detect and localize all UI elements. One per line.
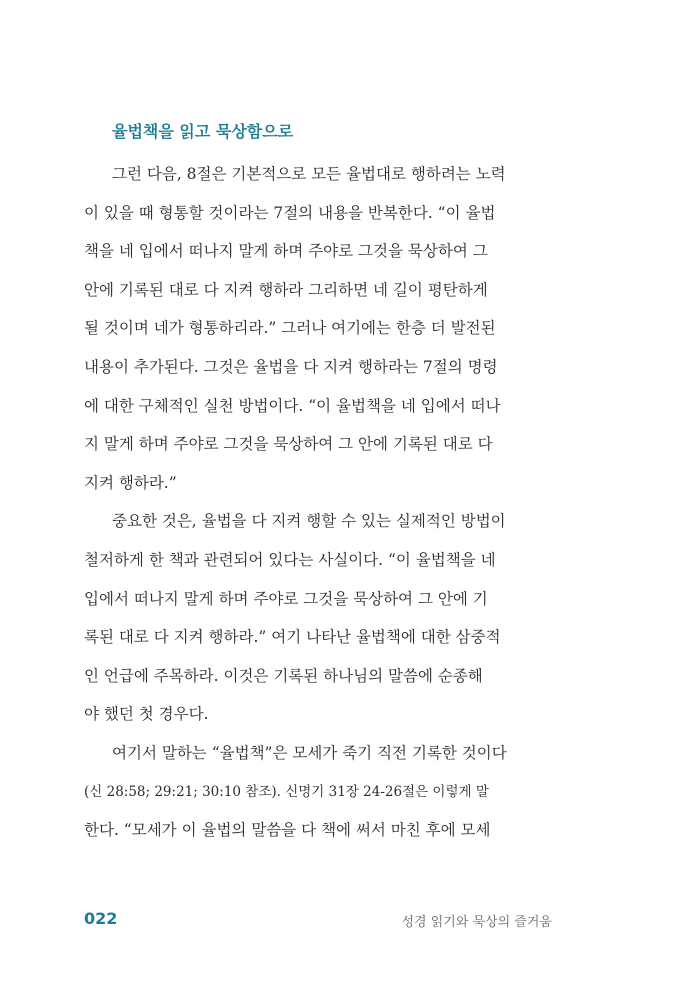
text-line: 한다. “모세가 이 율법의 말씀을 다 책에 써서 마친 후에 모세 xyxy=(84,821,491,840)
text-line: 될 것이며 네가 형통하리라.” 그러나 여기에는 한층 더 발전된 xyxy=(84,319,496,338)
section-heading: 율법책을 읽고 묵상함으로 xyxy=(112,122,294,141)
text-line: 철저하게 한 책과 관련되어 있다는 사실이다. “이 율법책을 네 xyxy=(84,550,496,569)
text-line: 그런 다음, 8절은 기본적으로 모든 율법대로 행하려는 노력 xyxy=(112,165,506,183)
text-line: 지켜 행하라.” xyxy=(84,473,177,492)
body-text xyxy=(84,155,552,850)
text-line: (신 28:58; 29:21; 30:10 참조). 신명기 31장 24-26절은 이렇게 말 xyxy=(84,783,489,800)
text-line: 인 언급에 주목하라. 이것은 기록된 하나님의 말씀에 순종해 xyxy=(84,666,483,685)
text-line: 책을 네 입에서 떠나지 말게 하며 주야로 그것을 묵상하여 그 xyxy=(84,242,488,261)
text-line: 여기서 말하는 “율법책”은 모세가 죽기 직전 기록한 것이다 xyxy=(112,743,507,762)
text-line: 중요한 것은, 율법을 다 지켜 행할 수 있는 실제적인 방법이 xyxy=(112,512,506,531)
text-line: 야 했던 첫 경우다. xyxy=(84,705,209,724)
text-line: 에 대한 구체적인 실천 방법이다. “이 율법책을 네 입에서 떠나 xyxy=(84,396,501,415)
text-line: 입에서 떠나지 말게 하며 주야로 그것을 묵상하여 그 안에 기 xyxy=(84,589,488,608)
running-footer-title: 성경 읽기와 묵상의 즐거움 xyxy=(401,915,552,930)
text-line: 이 있을 때 형통할 것이라는 7절의 내용을 반복한다. “이 율법 xyxy=(84,203,496,222)
text-line: 내용이 추가된다. 그것은 율법을 다 지켜 행하라는 7절의 명령 xyxy=(84,357,498,376)
text-line: 록된 대로 다 지켜 행하라.” 여기 나타난 율법책에 대한 삼중적 xyxy=(84,628,501,647)
text-line: 안에 기록된 대로 다 지켜 행하라 그리하면 네 길이 평탄하게 xyxy=(84,280,488,299)
text-line: 지 말게 하며 주야로 그것을 묵상하여 그 안에 기록된 대로 다 xyxy=(84,435,493,454)
page-number: 022 xyxy=(84,909,118,928)
